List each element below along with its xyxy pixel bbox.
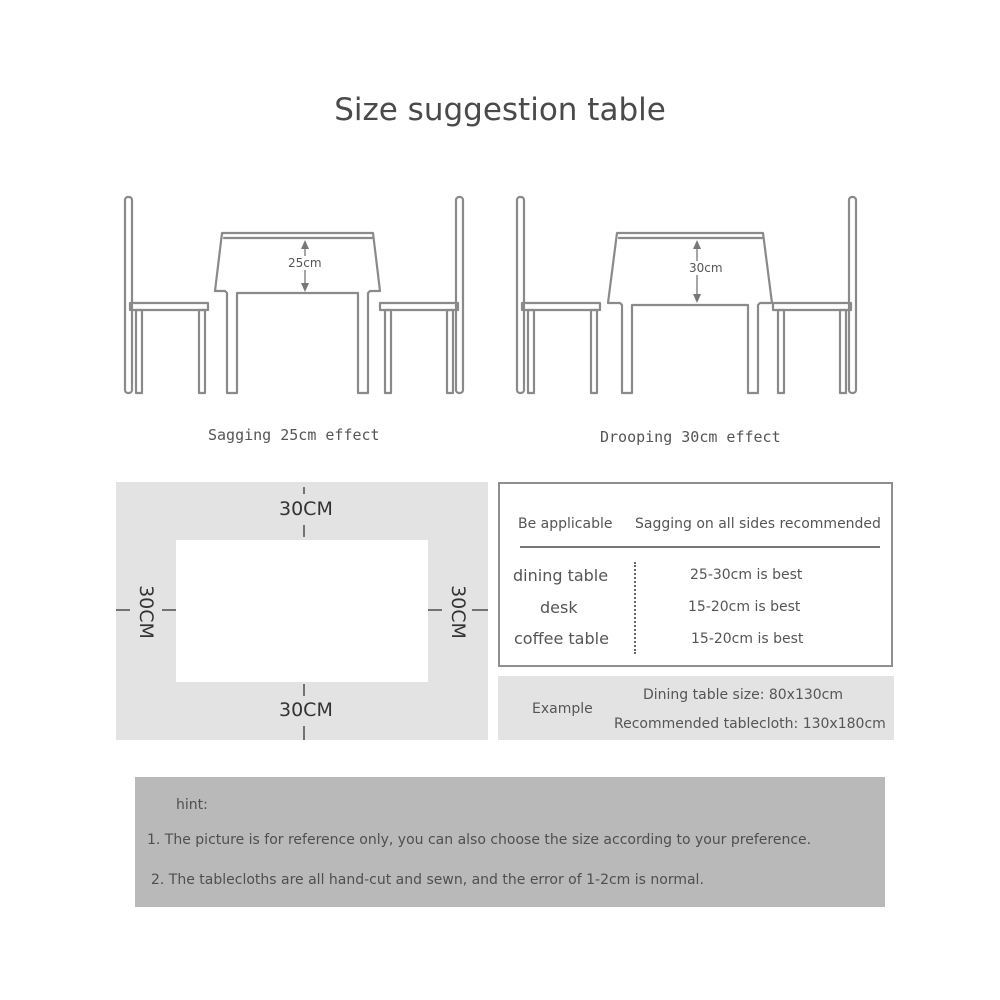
- header-recommended: Sagging on all sides recommended: [635, 516, 881, 532]
- table-type-value: 15-20cm is best: [688, 599, 801, 615]
- hint-heading: hint:: [176, 797, 208, 813]
- header-applicable: Be applicable: [518, 516, 613, 532]
- table-type-value: 15-20cm is best: [691, 631, 804, 647]
- overhang-left-label: 30CM: [135, 585, 157, 639]
- table-type-label: dining table: [513, 566, 609, 585]
- column-divider: [634, 562, 636, 654]
- table-type-label: desk: [540, 598, 578, 617]
- overhang-top-label: 30CM: [279, 498, 333, 520]
- illustration-caption: Sagging 25cm effect: [208, 426, 380, 444]
- hint-item: 1. The picture is for reference only, you can also choose the size according to your preference.: [147, 832, 812, 848]
- hint-item: 2. The tablecloths are all hand-cut and sewn, and the error of 1-2cm is normal.: [151, 872, 704, 888]
- example-table-size: Dining table size: 80x130cm: [643, 687, 844, 703]
- page-title: Size suggestion table: [334, 92, 666, 128]
- illustration-caption: Drooping 30cm effect: [600, 428, 781, 446]
- overhang-bottom-label: 30CM: [279, 699, 333, 721]
- drop-label: 25cm: [288, 256, 322, 270]
- table-type-value: 25-30cm is best: [690, 567, 803, 583]
- overhang-right-label: 30CM: [447, 585, 469, 639]
- example-tablecloth-size: Recommended tablecloth: 130x180cm: [614, 716, 886, 732]
- drop-label: 30cm: [689, 261, 723, 275]
- header-divider: [520, 546, 880, 548]
- example-label: Example: [532, 701, 593, 717]
- table-type-label: coffee table: [514, 629, 609, 648]
